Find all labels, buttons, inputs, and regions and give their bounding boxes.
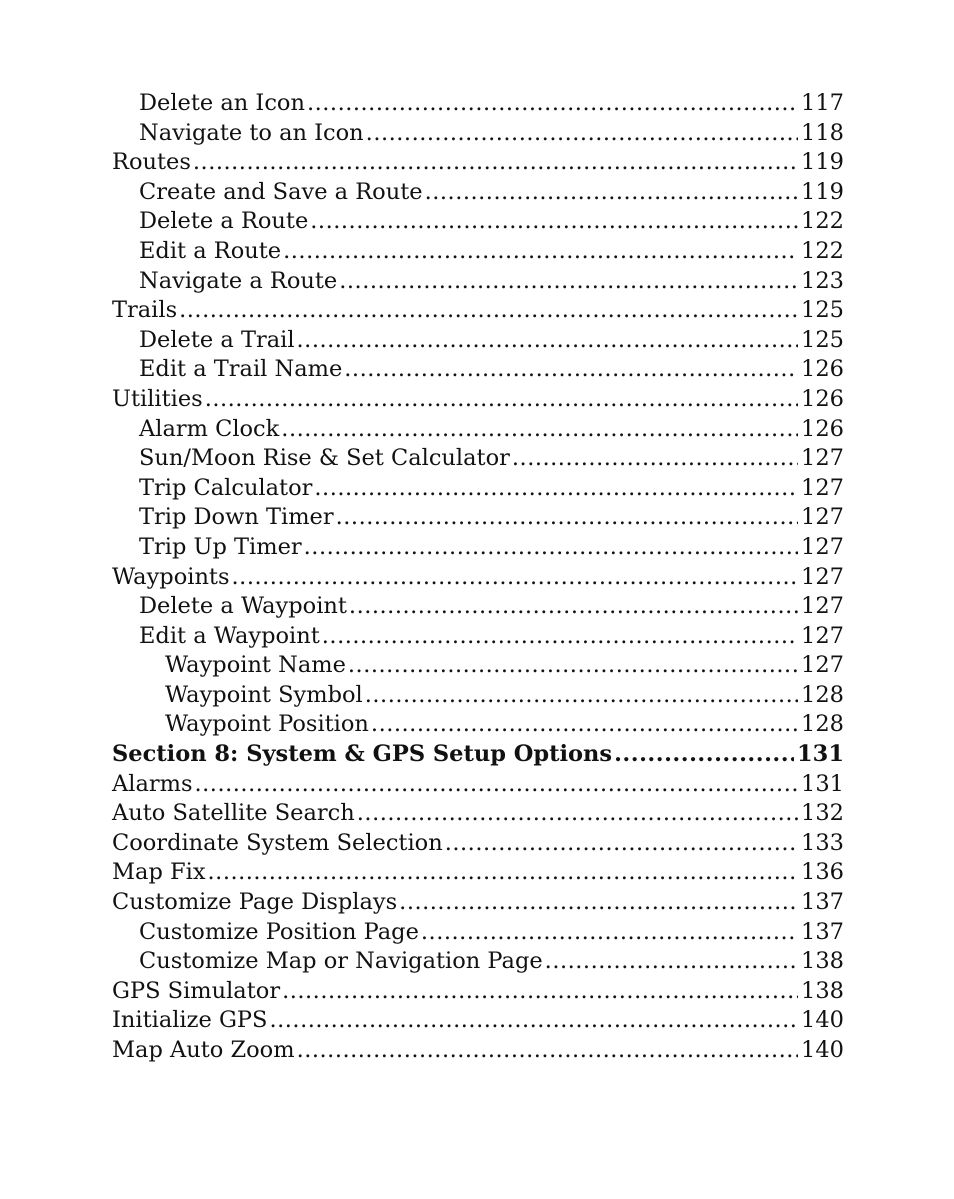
toc-page-number: 128 xyxy=(801,681,844,708)
toc-dot-leader xyxy=(545,947,798,977)
toc-entry-title: Alarms xyxy=(112,770,193,797)
toc-page-number: 127 xyxy=(801,593,844,620)
toc-entry-title: Auto Satellite Search xyxy=(112,800,355,827)
toc-dot-leader xyxy=(344,355,798,385)
toc-dot-leader xyxy=(365,681,798,711)
toc-entry-title: Navigate to an Icon xyxy=(139,119,364,146)
toc-entry-title: Waypoint Position xyxy=(165,711,369,738)
toc-page-number: 133 xyxy=(801,829,844,856)
toc-page-number: 127 xyxy=(801,445,844,472)
toc-entry-title: Trip Calculator xyxy=(139,474,313,501)
toc-page-number: 131 xyxy=(797,741,844,768)
toc-entry[interactable] xyxy=(112,681,844,711)
toc-entry-title: Coordinate System Selection xyxy=(112,829,443,856)
toc-page-number: 125 xyxy=(801,326,844,353)
toc-entry[interactable] xyxy=(112,977,844,1007)
toc-entry[interactable] xyxy=(112,385,844,415)
toc-dot-leader xyxy=(232,563,799,593)
toc-entry[interactable] xyxy=(112,444,844,474)
toc-entry[interactable] xyxy=(112,415,844,445)
toc-page-number: 138 xyxy=(801,948,844,975)
toc-page-number: 140 xyxy=(801,1007,844,1034)
toc-entry-title: Sun/Moon Rise & Set Calculator xyxy=(139,445,510,472)
toc-entry[interactable] xyxy=(112,947,844,977)
toc-entry-title: Navigate a Route xyxy=(139,267,338,294)
toc-dot-leader xyxy=(205,385,798,415)
toc-page-number: 127 xyxy=(801,563,844,590)
toc-entry[interactable] xyxy=(112,178,844,208)
toc-entry[interactable] xyxy=(112,1006,844,1036)
toc-entry[interactable] xyxy=(112,267,844,297)
toc-entry-title: Delete a Trail xyxy=(139,326,295,353)
toc-entry[interactable] xyxy=(112,533,844,563)
toc-page-number: 127 xyxy=(801,533,844,560)
toc-dot-leader xyxy=(339,267,798,297)
toc-dot-leader xyxy=(445,829,798,859)
toc-page-number: 119 xyxy=(801,149,844,176)
toc-entry[interactable] xyxy=(112,710,844,740)
toc-entry[interactable] xyxy=(112,355,844,385)
toc-entry[interactable] xyxy=(112,563,844,593)
toc-page-number: 136 xyxy=(801,859,844,886)
toc-entry[interactable] xyxy=(112,888,844,918)
toc-entry-title: Edit a Route xyxy=(139,237,282,264)
toc-entry[interactable] xyxy=(112,651,844,681)
toc-entry-title: Trip Down Timer xyxy=(139,504,334,531)
toc-entry-title: Initialize GPS xyxy=(112,1007,268,1034)
toc-page-number: 117 xyxy=(801,90,844,116)
toc-entry-title: Trails xyxy=(112,297,178,324)
toc-entry[interactable] xyxy=(112,622,844,652)
toc-entry-title: Utilities xyxy=(112,385,203,412)
toc-page-number: 126 xyxy=(801,356,844,383)
toc-entry[interactable] xyxy=(112,474,844,504)
toc-dot-leader xyxy=(281,415,798,445)
toc-dot-leader xyxy=(193,148,798,178)
toc-dot-leader xyxy=(304,533,798,563)
toc-dot-leader xyxy=(195,770,799,800)
toc-entry-title: Create and Save a Route xyxy=(139,178,423,205)
toc-entry-title: GPS Simulator xyxy=(112,977,281,1004)
toc-entry-title: Edit a Trail Name xyxy=(139,356,343,383)
toc-page-number: 127 xyxy=(801,504,844,531)
toc-page-number: 123 xyxy=(801,267,844,294)
toc-section-heading[interactable] xyxy=(112,740,844,770)
toc-entry[interactable] xyxy=(112,799,844,829)
toc-entry[interactable] xyxy=(112,237,844,267)
toc-page-number: 127 xyxy=(801,652,844,679)
toc-entry-title: Waypoints xyxy=(112,563,230,590)
toc-entry-title: Alarm Clock xyxy=(139,415,280,442)
table-of-contents xyxy=(112,89,844,1066)
toc-entry-title: Delete a Waypoint xyxy=(139,593,347,620)
toc-page-number: 127 xyxy=(801,622,844,649)
toc-entry-title: Routes xyxy=(112,149,191,176)
toc-page-number: 137 xyxy=(801,918,844,945)
toc-page-number: 118 xyxy=(801,119,844,146)
toc-entry-title: Edit a Waypoint xyxy=(139,622,320,649)
toc-page-number: 127 xyxy=(801,474,844,501)
toc-entry[interactable] xyxy=(112,326,844,356)
toc-entry[interactable] xyxy=(112,770,844,800)
toc-entry[interactable] xyxy=(112,592,844,622)
toc-page-number: 126 xyxy=(801,385,844,412)
toc-dot-leader xyxy=(614,740,794,770)
toc-entry-title: Waypoint Symbol xyxy=(165,681,363,708)
toc-entry-title: Delete an Icon xyxy=(139,90,305,116)
toc-page-number: 122 xyxy=(801,237,844,264)
toc-dot-leader xyxy=(297,326,799,356)
toc-page-number: 126 xyxy=(801,415,844,442)
toc-dot-leader xyxy=(208,858,799,888)
toc-page-number: 131 xyxy=(801,770,844,797)
toc-entry[interactable] xyxy=(112,1036,844,1066)
toc-entry[interactable] xyxy=(112,89,844,119)
toc-entry-title: Section 8: System & GPS Setup Options xyxy=(112,741,613,768)
toc-page-number: 125 xyxy=(801,297,844,324)
toc-entry[interactable] xyxy=(112,829,844,859)
toc-page-number: 137 xyxy=(801,889,844,916)
toc-dot-leader xyxy=(425,178,798,208)
toc-entry-title: Customize Map or Navigation Page xyxy=(139,948,543,975)
toc-page-number: 128 xyxy=(801,711,844,738)
toc-dot-leader xyxy=(399,888,798,918)
toc-entry[interactable] xyxy=(112,148,844,178)
toc-entry[interactable] xyxy=(112,503,844,533)
toc-entry-title: Waypoint Name xyxy=(165,652,346,679)
toc-dot-leader xyxy=(297,1036,798,1066)
toc-entry[interactable] xyxy=(112,207,844,237)
toc-dot-leader xyxy=(421,918,798,948)
toc-entry[interactable] xyxy=(112,918,844,948)
toc-entry[interactable] xyxy=(112,296,844,326)
toc-entry-title: Map Auto Zoom xyxy=(112,1037,295,1063)
toc-page-number: 138 xyxy=(801,977,844,1004)
toc-dot-leader xyxy=(282,977,798,1007)
toc-page-number: 122 xyxy=(801,208,844,235)
toc-page-number: 132 xyxy=(801,800,844,827)
toc-dot-leader xyxy=(357,799,798,829)
toc-dot-leader xyxy=(307,89,798,119)
toc-dot-leader xyxy=(349,592,798,622)
toc-dot-leader xyxy=(348,651,798,681)
toc-dot-leader xyxy=(314,474,798,504)
toc-dot-leader xyxy=(310,207,798,237)
toc-entry-title: Customize Page Displays xyxy=(112,889,398,916)
toc-dot-leader xyxy=(366,119,798,149)
toc-entry-title: Trip Up Timer xyxy=(139,533,302,560)
toc-entry-title: Delete a Route xyxy=(139,208,309,235)
toc-dot-leader xyxy=(371,710,798,740)
toc-entry[interactable] xyxy=(112,858,844,888)
toc-dot-leader xyxy=(269,1006,798,1036)
toc-dot-leader xyxy=(322,622,798,652)
toc-dot-leader xyxy=(179,296,798,326)
toc-dot-leader xyxy=(283,237,798,267)
toc-dot-leader xyxy=(336,503,798,533)
toc-page-number: 140 xyxy=(801,1037,844,1063)
toc-entry-title: Customize Position Page xyxy=(139,918,419,945)
toc-entry[interactable] xyxy=(112,119,844,149)
toc-dot-leader xyxy=(512,444,798,474)
toc-page-number: 119 xyxy=(801,178,844,205)
toc-entry-title: Map Fix xyxy=(112,859,206,886)
